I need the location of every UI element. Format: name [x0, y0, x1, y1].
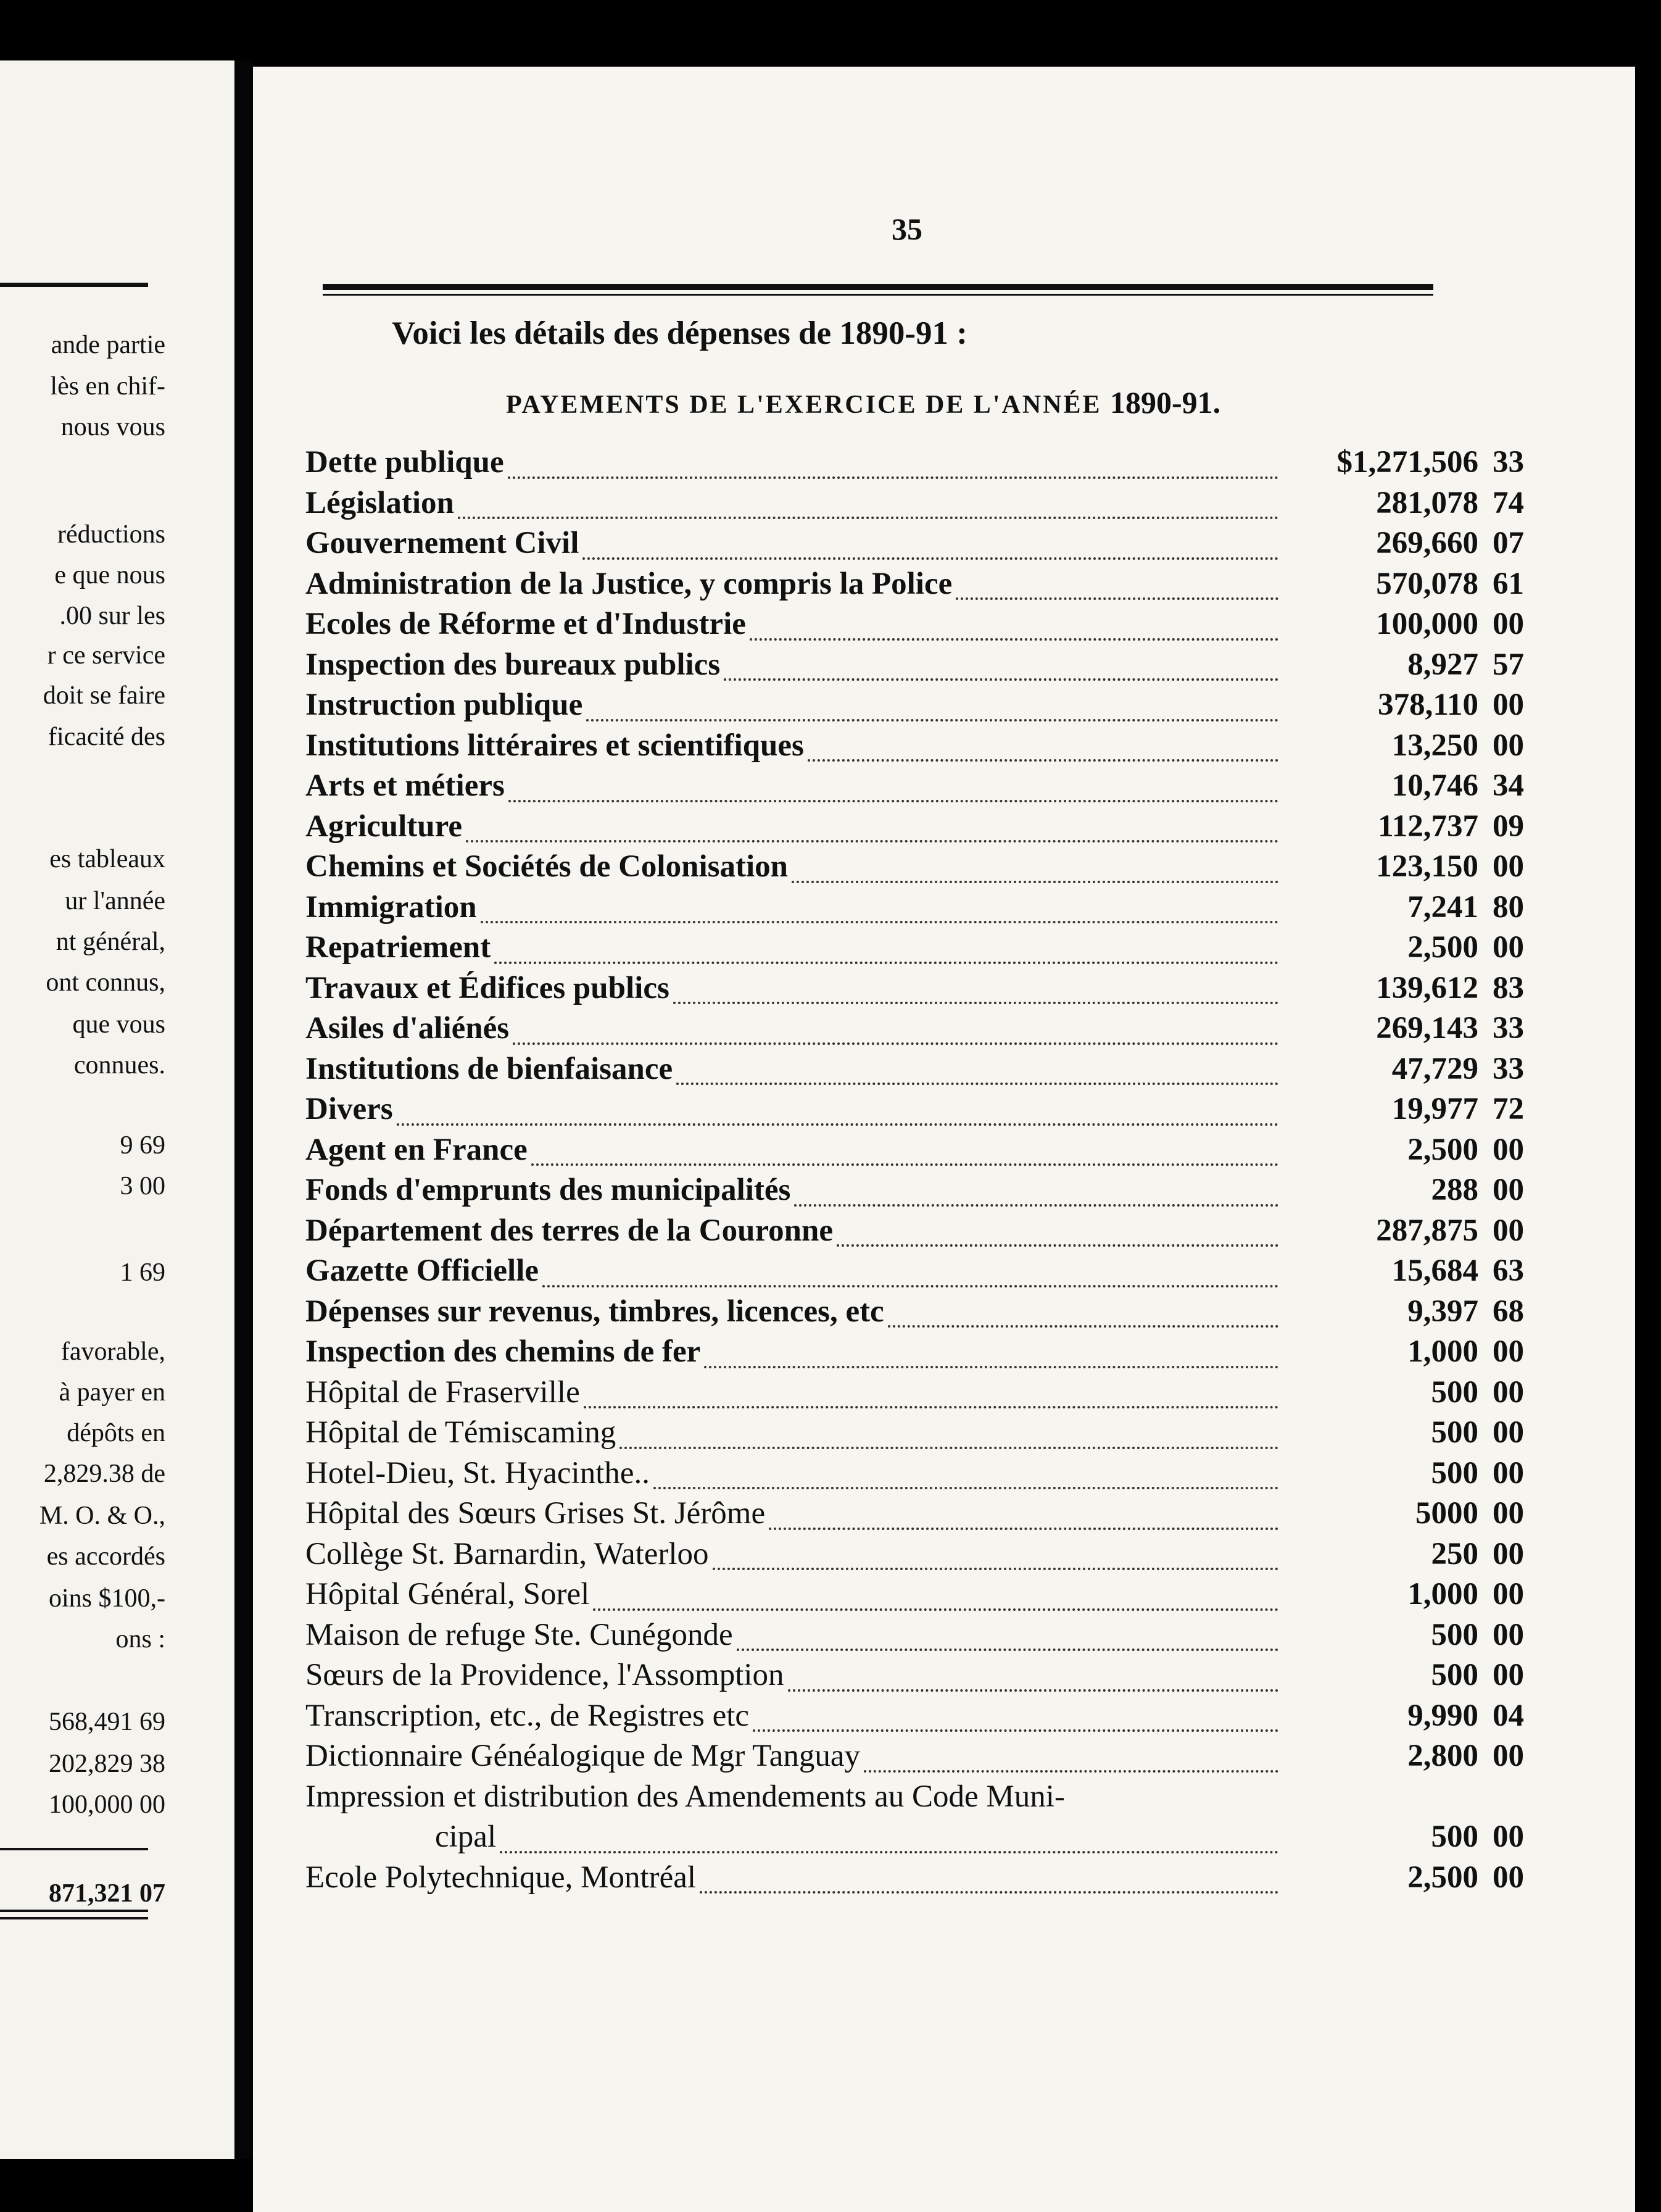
dot-leader — [458, 517, 1278, 519]
expense-row — [305, 1091, 1558, 1132]
dot-leader — [508, 476, 1278, 479]
expense-label: Maison de refuge Ste. Cunégonde — [305, 1617, 733, 1652]
left-page-line: r ce service — [47, 641, 165, 670]
dot-leader — [837, 1244, 1278, 1247]
expense-cents: 00 — [1493, 1536, 1524, 1571]
expense-amount: 2,500 — [1407, 930, 1478, 965]
expense-row — [305, 1738, 1558, 1779]
dot-leader — [794, 1204, 1278, 1207]
left-page-line: M. O. & O., — [39, 1502, 165, 1530]
dot-leader — [481, 921, 1278, 923]
expense-row — [305, 444, 1558, 485]
expense-cents: 33 — [1493, 445, 1524, 480]
intro-sentence: Voici les détails des dépenses de 1890-91 : — [392, 315, 967, 351]
left-page-line: doit se faire — [43, 681, 165, 710]
dot-leader — [531, 1163, 1278, 1166]
expense-amount: 500 — [1431, 1455, 1478, 1491]
left-page-line: 100,000 00 — [49, 1790, 165, 1819]
expense-amount: 500 — [1431, 1658, 1478, 1692]
dot-leader — [673, 1002, 1278, 1004]
expense-cents: 00 — [1493, 607, 1524, 641]
expense-row — [305, 849, 1558, 889]
dot-leader — [713, 1568, 1278, 1570]
expense-label: Immigration — [305, 889, 477, 925]
expense-row — [305, 809, 1558, 849]
left-page-line: 202,829 38 — [49, 1750, 165, 1778]
expense-label: cipal — [435, 1819, 497, 1854]
expense-amount: 9,397 — [1407, 1294, 1478, 1329]
expense-label: Fonds d'emprunts des municipalités — [305, 1173, 791, 1207]
expense-row — [305, 1819, 1558, 1860]
expense-label: Hôpital de Témiscaming — [305, 1415, 616, 1450]
left-page-fragment — [0, 60, 234, 2159]
left-page-line: es tableaux — [49, 845, 165, 873]
expense-amount: 288 — [1431, 1173, 1478, 1207]
expense-cents: 57 — [1493, 647, 1524, 682]
expense-row — [305, 1617, 1558, 1658]
expense-label: Repatriement — [305, 930, 491, 965]
expense-amount: 269,660 — [1376, 526, 1478, 560]
expense-amount: 500 — [1431, 1374, 1478, 1410]
dot-leader — [466, 840, 1278, 842]
dot-leader — [737, 1649, 1278, 1651]
dot-leader — [956, 597, 1278, 600]
expense-amount: 100,000 — [1376, 607, 1478, 641]
expense-cents: 00 — [1493, 1374, 1524, 1410]
expense-cents: 00 — [1493, 1658, 1524, 1692]
expense-cents: 00 — [1493, 1577, 1524, 1611]
expense-cents: 72 — [1493, 1092, 1524, 1126]
dot-leader — [724, 678, 1278, 681]
dot-leader — [584, 1406, 1278, 1408]
expense-cents: 00 — [1493, 1415, 1524, 1450]
expense-row — [305, 1213, 1558, 1254]
expense-cents: 04 — [1493, 1698, 1524, 1733]
expense-row — [305, 1415, 1558, 1455]
expense-row — [305, 525, 1558, 566]
expense-amount: 378,110 — [1378, 688, 1478, 722]
expense-cents: 00 — [1493, 688, 1524, 722]
expense-cents: 00 — [1493, 1739, 1524, 1773]
expense-cents: 00 — [1493, 1455, 1524, 1491]
expense-cents: 74 — [1493, 485, 1524, 520]
expense-amount: 5000 — [1415, 1496, 1478, 1531]
dot-leader — [397, 1123, 1278, 1126]
left-page-line: ons : — [115, 1625, 165, 1653]
dot-leader — [593, 1608, 1278, 1611]
dot-leader — [513, 1042, 1278, 1045]
header-rule-thick — [323, 284, 1433, 290]
expense-label: Divers — [305, 1092, 393, 1126]
expense-label: Hôpital de Fraserville — [305, 1374, 580, 1410]
expense-amount: 112,737 — [1378, 809, 1478, 844]
expense-row — [305, 970, 1558, 1011]
expense-label: Institutions littéraires et scientifiques — [305, 728, 804, 763]
expense-row — [305, 1657, 1558, 1698]
expense-label: Agriculture — [305, 809, 463, 844]
expense-label: Sœurs de la Providence, l'Assomption — [305, 1658, 784, 1692]
expense-label: Institutions de bienfaisance — [305, 1051, 673, 1086]
left-page-line: ficacité des — [48, 723, 165, 751]
expense-row — [305, 1455, 1558, 1496]
expense-row — [305, 647, 1558, 688]
expense-amount: 500 — [1431, 1617, 1478, 1652]
dot-leader — [619, 1447, 1278, 1449]
left-page-line: connues. — [73, 1051, 165, 1079]
dot-leader — [769, 1528, 1278, 1530]
expense-label: Hôpital des Sœurs Grises St. Jérôme — [305, 1496, 766, 1531]
expense-cents: 33 — [1493, 1011, 1524, 1046]
left-page-line: dépôts en — [67, 1419, 165, 1447]
expense-row — [305, 1051, 1558, 1092]
expense-row — [305, 687, 1558, 728]
left-page-line: 871,321 07 — [49, 1879, 165, 1908]
expense-cents: 83 — [1493, 970, 1524, 1005]
left-page-line: ande partie — [51, 331, 165, 359]
expense-cents: 61 — [1493, 566, 1524, 601]
expense-label: Ecoles de Réforme et d'Industrie — [305, 607, 746, 641]
expense-row — [305, 1374, 1558, 1415]
expense-cents: 00 — [1493, 1860, 1524, 1895]
expense-amount: 281,078 — [1376, 485, 1478, 520]
dot-leader — [864, 1770, 1278, 1773]
expense-row — [305, 1334, 1558, 1374]
left-page-bottom-rule-1 — [0, 1910, 148, 1912]
expense-amount: 8,927 — [1407, 647, 1478, 682]
page-gutter — [234, 60, 253, 2159]
expense-row — [305, 1010, 1558, 1051]
expense-amount: 500 — [1431, 1415, 1478, 1450]
expense-amount: 2,500 — [1407, 1132, 1478, 1167]
expense-row — [305, 485, 1558, 526]
expense-cents: 00 — [1493, 930, 1524, 965]
expense-amount: 2,500 — [1407, 1860, 1478, 1895]
expense-label: Hotel-Dieu, St. Hyacinthe.. — [305, 1455, 650, 1491]
header-rule-thin — [323, 294, 1433, 296]
expense-amount: 10,746 — [1391, 768, 1478, 803]
left-page-line: lès en chif- — [50, 372, 165, 401]
expense-row — [305, 1294, 1558, 1334]
expense-amount: 269,143 — [1376, 1011, 1478, 1046]
expense-row — [305, 1779, 1558, 1819]
expense-row — [305, 1132, 1558, 1173]
expense-cents: 09 — [1493, 809, 1524, 844]
left-page-line: e que nous — [54, 561, 165, 589]
expense-label: Agent en France — [305, 1132, 528, 1167]
dot-leader — [888, 1325, 1278, 1328]
dot-leader — [653, 1487, 1278, 1489]
expense-label: Administration de la Justice, y compris la Police — [305, 566, 953, 601]
left-page-line: à payer en — [59, 1378, 165, 1407]
expense-row — [305, 768, 1558, 809]
expense-amount: $1,271,506 — [1336, 445, 1478, 480]
expense-cents: 00 — [1493, 1617, 1524, 1652]
page-number: 35 — [892, 212, 922, 246]
expense-amount: 7,241 — [1407, 889, 1478, 925]
expense-amount: 139,612 — [1376, 970, 1478, 1005]
expense-label: Travaux et Édifices publics — [305, 970, 669, 1005]
expense-cents: 00 — [1493, 849, 1524, 884]
expense-label: Asiles d'aliénés — [305, 1011, 510, 1046]
expense-cents: 07 — [1493, 526, 1524, 560]
expense-row — [305, 1860, 1558, 1900]
expense-row — [305, 1536, 1558, 1577]
expense-amount: 1,000 — [1407, 1334, 1478, 1369]
expense-label: Chemins et Sociétés de Colonisation — [305, 849, 788, 884]
expense-amount: 1,000 — [1407, 1577, 1478, 1611]
left-page-top-rule — [0, 283, 148, 287]
expense-label: Instruction publique — [305, 688, 583, 722]
expense-cents: 00 — [1493, 728, 1524, 763]
expense-row — [305, 1172, 1558, 1213]
left-page-line: 3 00 — [120, 1172, 165, 1200]
expense-cents: 00 — [1493, 1334, 1524, 1369]
expense-table — [305, 444, 1558, 1900]
expense-cents: 33 — [1493, 1051, 1524, 1086]
left-page-line: favorable, — [60, 1337, 165, 1366]
left-page-line: nous vous — [60, 413, 165, 441]
section-heading — [506, 385, 1220, 420]
expense-label: Dictionnaire Généalogique de Mgr Tanguay — [305, 1739, 861, 1773]
expense-cents: 00 — [1493, 1213, 1524, 1248]
expense-label: Impression et distribution des Amendements au Code Muni- — [305, 1779, 1065, 1814]
left-page-line: que vous — [72, 1010, 165, 1039]
expense-label: Ecole Polytechnique, Montréal — [305, 1860, 697, 1895]
expense-row — [305, 566, 1558, 607]
expense-cents: 00 — [1493, 1173, 1524, 1207]
expense-label: Dépenses sur revenus, timbres, licences, etc — [305, 1294, 884, 1329]
dot-leader — [750, 638, 1278, 641]
expense-label: Législation — [305, 485, 454, 520]
expense-cents: 68 — [1493, 1294, 1524, 1329]
left-page-line: es accordés — [46, 1542, 165, 1571]
dot-leader — [586, 719, 1278, 721]
expense-amount: 15,684 — [1391, 1254, 1478, 1288]
expense-label: Arts et métiers — [305, 768, 505, 803]
expense-amount: 19,977 — [1391, 1092, 1478, 1126]
dot-leader — [753, 1729, 1278, 1732]
expense-cents: 80 — [1493, 889, 1524, 925]
dot-leader — [788, 1689, 1278, 1692]
section-heading-text: PAYEMENTS DE L'EXERCICE DE L'ANNÉE — [506, 391, 1102, 419]
expense-amount: 13,250 — [1391, 728, 1478, 763]
section-heading-year: 1890-91. — [1110, 385, 1221, 420]
expense-label: Département des terres de la Couronne — [305, 1213, 834, 1248]
left-page-line: nt général, — [56, 928, 165, 956]
expense-amount: 9,990 — [1407, 1698, 1478, 1733]
left-page-line: ur l'année — [65, 887, 165, 915]
dot-leader — [542, 1285, 1278, 1287]
dot-leader — [700, 1891, 1278, 1894]
expense-cents: 00 — [1493, 1819, 1524, 1854]
expense-row — [305, 929, 1558, 970]
expense-label: Inspection des bureaux publics — [305, 647, 721, 682]
expense-label: Hôpital Général, Sorel — [305, 1577, 590, 1611]
expense-cents: 34 — [1493, 768, 1524, 803]
left-page-bottom-rule-2 — [0, 1917, 148, 1919]
expense-cents: 00 — [1493, 1132, 1524, 1167]
expense-row — [305, 728, 1558, 768]
dot-leader — [792, 881, 1278, 883]
expense-label: Collège St. Barnardin, Waterloo — [305, 1536, 709, 1571]
expense-amount: 287,875 — [1376, 1213, 1478, 1248]
expense-amount: 123,150 — [1376, 849, 1478, 884]
expense-cents: 63 — [1493, 1254, 1524, 1288]
left-page-line: 2,829.38 de — [43, 1460, 165, 1488]
expense-label: Transcription, etc., de Registres etc — [305, 1698, 750, 1733]
left-page-line: 568,491 69 — [49, 1708, 165, 1736]
dot-leader — [494, 962, 1278, 964]
expense-label: Gouvernement Civil — [305, 526, 579, 560]
expense-amount: 570,078 — [1376, 566, 1478, 601]
expense-amount: 47,729 — [1391, 1051, 1478, 1086]
left-page-line: ont connus, — [46, 968, 165, 997]
dot-leader — [676, 1083, 1278, 1085]
expense-label: Gazette Officielle — [305, 1254, 539, 1288]
dot-leader — [508, 800, 1278, 802]
expense-amount: 500 — [1431, 1819, 1478, 1854]
left-page-total-rule — [0, 1848, 148, 1850]
expense-row — [305, 1576, 1558, 1617]
expense-row — [305, 1495, 1558, 1536]
expense-row — [305, 1253, 1558, 1294]
dot-leader — [808, 759, 1278, 762]
left-page-line: 9 69 — [120, 1131, 165, 1160]
left-page-line: 1 69 — [120, 1258, 165, 1287]
expense-cents: 00 — [1493, 1496, 1524, 1531]
expense-label: Inspection des chemins de fer — [305, 1334, 701, 1369]
dot-leader — [582, 557, 1278, 560]
expense-row — [305, 1698, 1558, 1739]
right-page — [253, 67, 1635, 2212]
expense-amount: 250 — [1431, 1536, 1478, 1571]
left-page-line: réductions — [57, 520, 165, 549]
left-page-line: .00 sur les — [59, 602, 165, 630]
expense-amount: 2,800 — [1407, 1739, 1478, 1773]
left-page-line: oins $100,- — [49, 1584, 165, 1613]
dot-leader — [704, 1366, 1278, 1368]
expense-row — [305, 606, 1558, 647]
expense-label: Dette publique — [305, 445, 504, 480]
expense-row — [305, 889, 1558, 930]
dot-leader — [500, 1851, 1278, 1853]
